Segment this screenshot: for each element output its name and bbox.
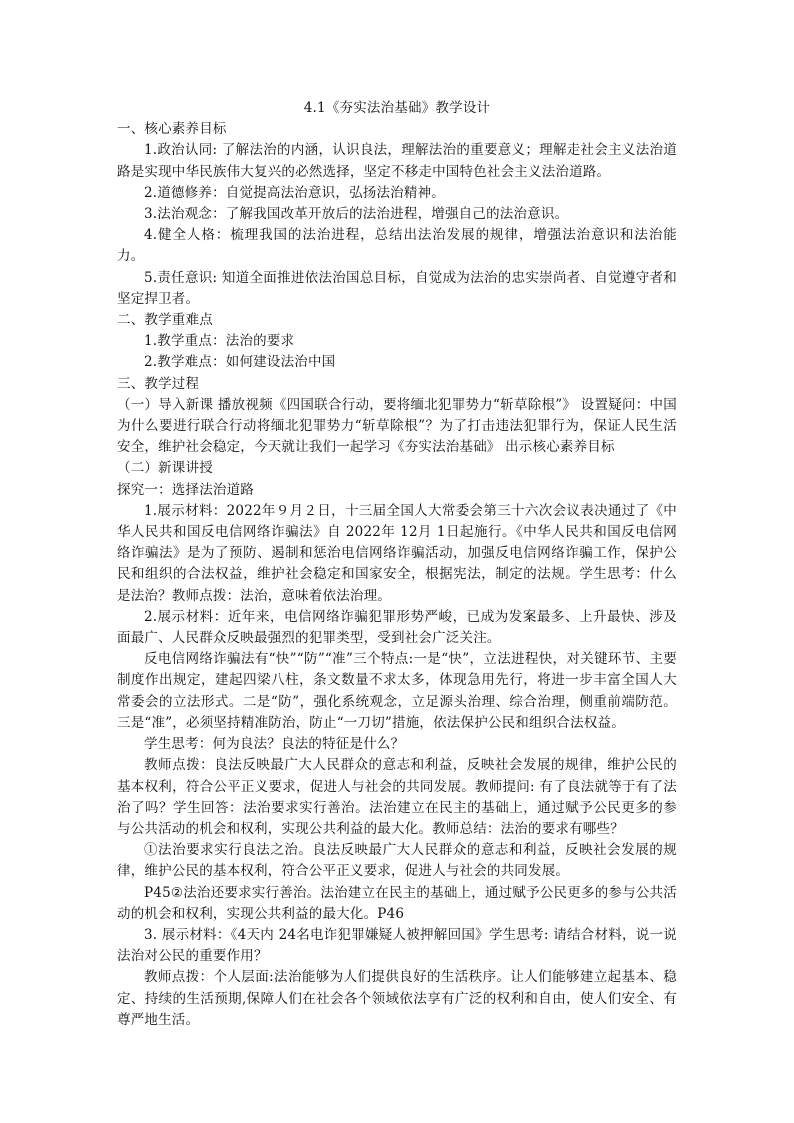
document-page	[117, 98, 677, 1031]
body-paragraph: ①法治要求实行良法之治。良法反映最广大人民群众的意志和利益，反映社会发展的规律，维护公民的基本权利，符合公平正义要求，促进人与社会的共同发展。	[117, 842, 677, 880]
section-heading-process: 三、教学过程	[117, 375, 200, 392]
intro-paragraph: （一）导入新课 播放视频《四国联合行动，要将缅北犯罪势力“斩草除根”》 设置疑问：中国为什么要进行联合行动将缅北犯罪势力“斩草除根”？为了打击违法犯罪行为，保证人民生活安全，维护社会稳定，今天就让我们一起学习《夯实法治基础》 出示核心素养目标	[117, 396, 677, 456]
section-heading-key-points: 二、教学重难点	[117, 312, 213, 329]
body-paragraph: 教师点拨：个人层面:法治能够为人们提供良好的生活秩序。让人们能够建立起基本、稳定、持续的生活预期,保障人们在社会各个领域依法享有广泛的权利和自由，使人们安全、有尊严地生活。	[117, 969, 677, 1028]
key-point-paragraph: 2.教学难点：如何建设法治中国	[144, 354, 336, 371]
new-lesson-heading: （二）新课讲授	[117, 460, 213, 477]
body-paragraph: 3. 展示材料：《4天内 24名电诈犯罪嫌疑人被押解回国》学生思考: 请结合材料，说一说法治对公民的重要作用？	[117, 926, 677, 965]
goal-paragraph: 3.法治观念：了解我国改革开放后的法治进程，增强自己的法治意识。	[144, 206, 569, 223]
section-heading-goals: 一、核心素养目标	[117, 121, 227, 138]
key-point-paragraph: 1.教学重点：法治的要求	[144, 333, 295, 350]
body-paragraph: 反电信网络诈骗法有“快”“防”“准”三个特点:一是“快”，立法进程快，对关键环节、主要制度作出规定，建起四梁八柱，条文数量不求太多，体现急用先行，将进一步丰富全国人大常委会的立法形式。二是“防”，强化系统观念，立足源头治理、综合治理，侧重前端防范。三是“准”，必须坚持精准防治，防止“一刀切”措施，依法保护公民和组织合法权益。	[117, 651, 677, 731]
goal-paragraph: 1.政治认同: 了解法治的内涵，认识良法，理解法治的重要意义；理解走社会主义法治道路是实现中华民族伟大复兴的必然选择，坚定不移走中国特色社会主义法治道路。	[117, 142, 677, 180]
body-paragraph: 教师点拨：良法反映最广大人民群众的意志和利益，反映社会发展的规律，维护公民的基本权利，符合公平正义要求，促进人与社会的共同发展。教师提问: 有了良法就等于有了法治了吗？学生回答：法治要求实行善治。法治建立在民主的基础上，通过赋予公民更多的参与公共活动的机会和权利，实现公共利益的最大化。教师总结：法治的要求有哪些？	[117, 757, 677, 837]
explore-heading: 探究一：选择法治道路	[117, 481, 254, 498]
document-title: 4.1《夯实法治基础》教学设计	[303, 100, 491, 116]
goal-paragraph: 2.道德修养：自觉提高法治意识，弘扬法治精神。	[144, 184, 445, 201]
goal-paragraph: 4.健全人格：梳理我国的法治进程，总结出法治发展的规律，增强法治意识和法治能力。	[117, 227, 677, 265]
body-paragraph: 2.展示材料：近年来，电信网络诈骗犯罪形势严峻，已成为发案最多、上升最快、涉及面最广、人民群众反映最强烈的犯罪类型，受到社会广泛关注。	[117, 608, 677, 647]
goal-paragraph: 5.责任意识: 知道全面推进依法治国总目标，自觉成为法治的忠实崇尚者、自觉遵守者和坚定捍卫者。	[117, 269, 677, 307]
body-paragraph: P45②法治还要求实行善治。法治建立在民主的基础上，通过赋予公民更多的参与公共活动的机会和权利，实现公共利益的最大化。P46	[117, 884, 677, 922]
body-paragraph: 学生思考：何为良法？良法的特征是什么？	[144, 736, 405, 753]
body-paragraph: 1.展示材料：2022年９月２日，十三届全国人大常委会第三十六次会议表决通过了《中华人民共和国反电信网络诈骗法》自 2022年 12月 1日起施行。《中华人民共和国反电信网络诈骗法》是为了预防、遏制和惩治电信网络诈骗活动，加强反电信网络诈骗工作，保护公民和组织的合法权益，维护社会稳定和国家安全，根据宪法，制定的法规。学生思考：什么是法治？教师点拨：法治，意味着依法治理。	[117, 502, 677, 604]
